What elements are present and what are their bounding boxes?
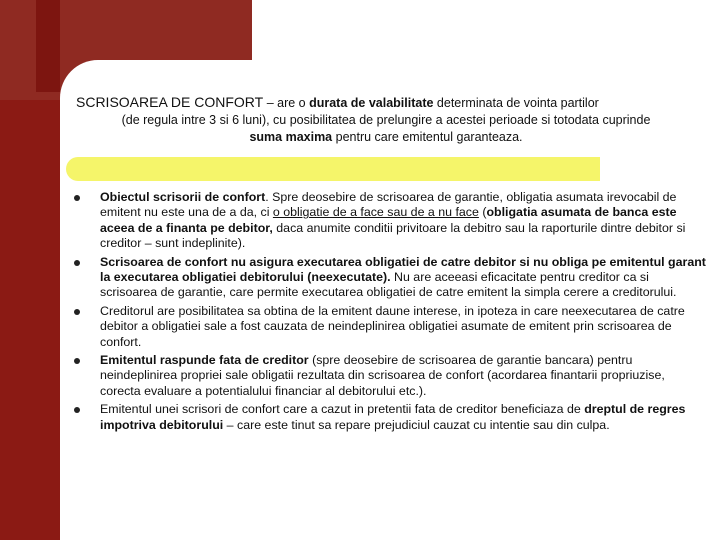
bullet-text: . Spre deosebire de scrisoarea de garantie, obligatia asumata irevocabil de emitent nu este una de a da, ci — [100, 190, 677, 220]
title-dash: – — [263, 96, 278, 110]
bullet-text: Nu are aceeasi eficacitate pentru creditor ca si scrisoarea de garantie, care permite executarea obligatiei de catre emitent la simpla cerere a creditorului. — [100, 270, 677, 300]
title-line3-post: pentru care emitentul garanteaza. — [332, 130, 523, 144]
bullet-text: ( — [478, 205, 487, 220]
bullet-text: (spre deosebire de scrisoarea de garantie bancara) pentru neindeplinirea propriei sale obligatii rezultata din scrisoarea de confort (acordarea finantarii propriuzise, corecta evaluare a potentialului financiar al debitorului etc.). — [100, 353, 665, 398]
bullet-text: daca anumite conditii privitoare la debitro sau la raporturile dintre debitor si creditor – sunt indeplinite). — [100, 220, 686, 251]
bullet-dot-icon — [74, 358, 80, 364]
bullet-dot-icon — [74, 195, 80, 201]
bullet-dot-icon — [74, 309, 80, 315]
title-pre: are o — [277, 96, 310, 110]
bullet-text-underlined: o obligatie de a face sau de a nu face — [272, 205, 479, 220]
slide-title — [76, 94, 696, 146]
bullet-text-bold: dreptul de regres impotriva debitorului — [100, 402, 686, 432]
bullet-dot-icon — [74, 260, 80, 266]
bullet-list — [74, 190, 706, 436]
title-post: determinata de vointa partilor — [433, 96, 599, 110]
bullet-text-bold: Emitentul raspunde fata de creditor — [100, 353, 309, 368]
list-item — [74, 304, 706, 350]
bullet-text-bold: Obiectul scrisorii de confort — [100, 190, 266, 204]
list-item — [74, 353, 706, 399]
top-decor-stripe — [36, 0, 60, 92]
bullet-text: Emitentul unei scrisori de confort care a cazut in pretentii fata de creditor beneficiaza de — [100, 402, 585, 417]
bullet-dot-icon — [74, 407, 80, 413]
title-line-1 — [76, 94, 696, 112]
bullet-text: – care este tinut sa repare prejudiciul cauzat cu intentie sau din culpa. — [223, 417, 610, 432]
title-main: SCRISOAREA DE CONFORT — [76, 94, 264, 110]
bullet-text-bold: Scrisoarea de confort nu asigura executarea obligatiei de catre debitor si nu obliga pe emitentul garant la executarea obligatiei debitorului (neexecutate). — [100, 254, 706, 285]
list-item — [74, 255, 706, 301]
list-item — [74, 402, 706, 433]
title-line-2: (de regula intre 3 si 6 luni), cu posibilitatea de prelungire a acestei perioade si totodata cuprinde — [121, 113, 651, 127]
bullet-text-bold: obligatia asumata de banca este aceea de a finanta pe debitor, — [100, 205, 677, 235]
title-bold: durata de valabilitate — [309, 96, 434, 110]
list-item — [74, 190, 706, 252]
highlight-bar — [66, 157, 600, 181]
title-line-3 — [76, 129, 696, 146]
title-line3-bold: suma maxima — [249, 130, 333, 144]
bullet-text: Creditorul are posibilitatea sa obtina de la emitent daune interese, in ipoteza in care neexecutarea de catre debitor a obligatiei sale a fost cauzata de neindeplinirea obligatiei asumate de emitent prin scrisoarea de confort. — [100, 303, 685, 349]
